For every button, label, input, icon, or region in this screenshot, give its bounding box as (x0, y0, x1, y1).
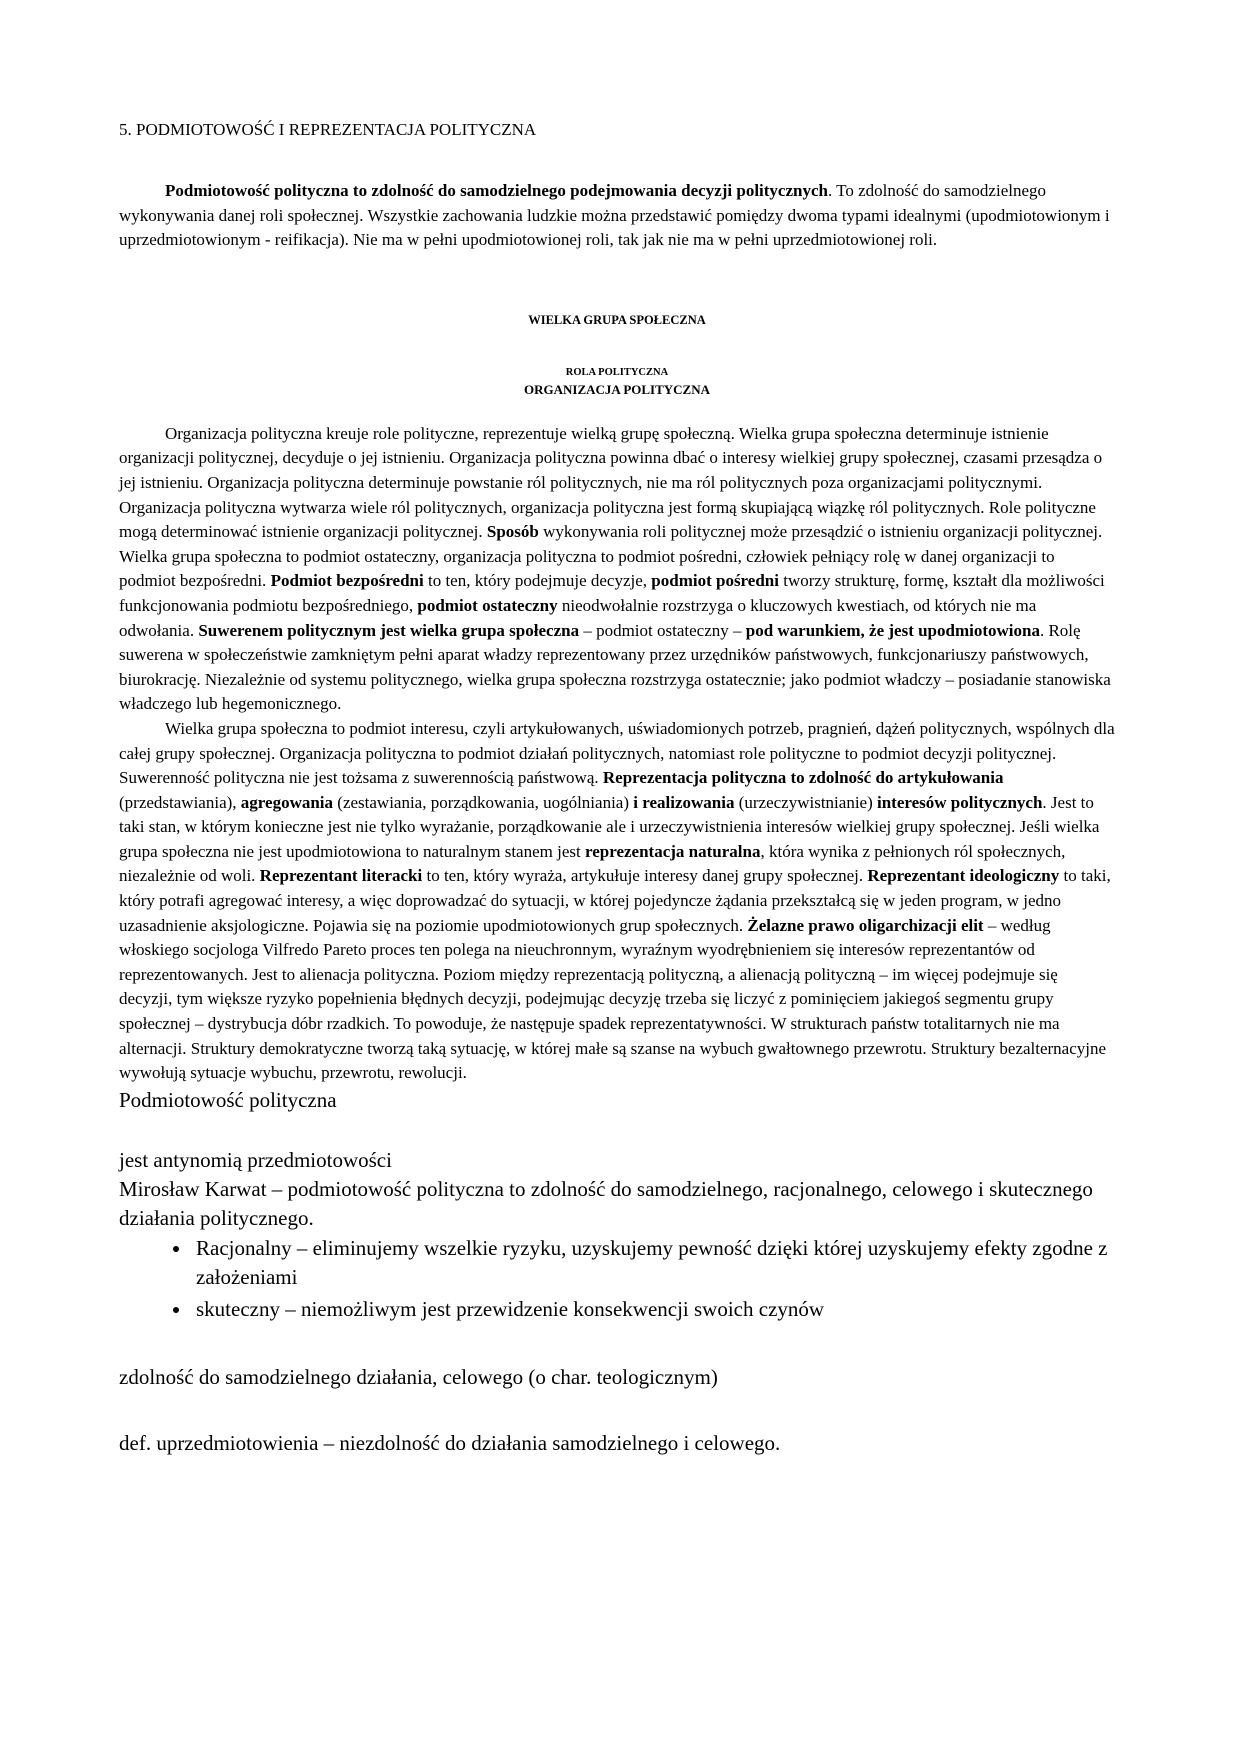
text-run: . To zdolność do samodzielnego wykonywania danej roli społecznej. Wszystkie zachowania ludzkie można przedstawić pomiędzy dwoma typami idealnymi (upodmiotowionym i uprzedmiotowionym - reifikacja). Nie ma w pełni upodmiotowionej roli, tak jak nie ma w pełni uprzedmiotowionej roli. (119, 181, 1110, 250)
bold-text: reprezentacja naturalna (584, 841, 761, 861)
text-run: . Rolę suwerena w społeczeństwie zamkniętym pełni aparat władzy reprezentowany przez urzędników państwowych, funkcjonariuszy państwowych, biurokrację. Niezależnie od systemu politycznego, wielka grupa społeczna rozstrzyga ostatecznie; jako podmiot władczy – posiadanie stanowiska władczego lub hegemonicznego. (119, 620, 1111, 714)
bullet-list (119, 1234, 1115, 1324)
text-run: Wielka grupa społeczna to podmiot interesu, czyli artykułowanych, uświadomionych potrzeb, pragnień, dążeń politycznych, wspólnych dla całej grupy społecznej. Organizacja polityczna to podmiot działań politycznych, natomiast role polityczne to podmiot decyzji politycznej. Suwerenność polityczna nie jest tożsama z suwerennością państwową. (119, 718, 1115, 788)
bold-text: Podmiot bezpośredni (270, 571, 424, 591)
bold-text: Sposób (486, 522, 539, 542)
bold-text: Suwerenem politycznym jest wielka grupa społeczna (198, 620, 580, 640)
document-title: 5. PODMIOTOWOŚĆ I REPREZENTACJA POLITYCZNA (119, 120, 537, 139)
diagram-labels (119, 313, 1115, 398)
paragraph-definition (119, 179, 1115, 253)
text-run: wykonywania roli politycznej może przesądzić o istnieniu organizacji politycznej. Wielka grupa społeczna to podmiot ostateczny, organizacja polityczna to podmiot pośredni, człowiek pełniący rolę w danej organizacji to podmiot bezpośredni. (119, 522, 1103, 591)
note-line-karwat: Mirosław Karwat – podmiotowość polityczna to zdolność do samodzielnego, racjonalnego, celowego i skutecznego działania politycznego. (119, 1176, 1093, 1230)
text-run: tworzy strukturę, formę, kształt dla możliwości funkcjonowania podmiotu bezpośredniego, (119, 571, 1105, 615)
diagram-label-wielka-grupa: WIELKA GRUPA SPOŁECZNA (528, 312, 706, 327)
bold-text: agregowania (240, 792, 334, 812)
diagram-label-rola: ROLA POLITYCZNA (565, 366, 669, 378)
text-run: – podmiot ostateczny – (579, 620, 746, 640)
bold-text: podmiot ostateczny (417, 595, 558, 615)
text-run: to taki, który potrafi agregować interesy, a więc doprowadzać do sytuacji, w której pojedyncze żądania przekształcą się w jeden program, w jedno uzasadnienie aksjologiczne. Pojawia się na poziomie upodmiotowionych grup społecznych. (119, 866, 1111, 935)
text-run: Organizacja polityczna kreuje role polityczne, reprezentuje wielką grupę społeczną. Wielka grupa społeczna determinuje istnienie organizacji politycznej, decyduje o jej istnieniu. Organizacja polityczna powinna dbać o interesy wielkiej grupy społecznej, czasami przesądza o jej istnieniu. Organizacja polityczna determinuje powstanie ról politycznych, nie ma ról politycznych poza organizacjami politycznymi. Organizacja polityczna wytwarza wiele ról politycznych, organizacja polityczna jest formą skupiającą wiązkę ról politycznych. Role polityczne mogą determinować istnienie organizacji politycznej. (119, 423, 1103, 542)
bold-text: pod warunkiem, że jest upodmiotowiona (745, 620, 1040, 640)
bold-text: i realizowania (633, 792, 735, 812)
text-run: (urzeczywistnianie) (734, 792, 877, 812)
bold-text: Podmiotowość polityczna to zdolność do samodzielnego podejmowania decyzji politycznych (165, 181, 828, 200)
bold-text: interesów politycznych (877, 792, 1043, 812)
text-run: . Jest to taki stan, w którym konieczne jest nie tylko wyrażanie, porządkowanie ale i urzeczywistnienia interesów wielkiej grupy społecznej. Jeśli wielka grupa społeczna nie jest upodmiotowiona to naturalnym stanem jest (119, 792, 1100, 861)
note-line-definicja: def. uprzedmiotowienia – niezdolność do działania samodzielnego i celowego. (119, 1430, 781, 1455)
bold-text: podmiot pośredni (651, 571, 779, 591)
paragraph-reprezentacja (119, 717, 1115, 1086)
text-run: , która wynika z pełnionych ról społecznych, niezależnie od woli. (119, 841, 1066, 886)
list-item: • Racjonalny – eliminujemy wszelkie ryzyku, uzyskujemy pewność dzięki której uzyskujemy efekty zgodne z założeniami (192, 1234, 1115, 1292)
document-body (119, 112, 1115, 1458)
bold-text: Reprezentant literacki (259, 866, 423, 886)
text-run: – według włoskiego socjologa Vilfredo Pareto proces ten polega na nieuchronnym, wyraźnym wyodrębnieniem się interesów reprezentantów od reprezentowanych. Jest to alienacja polityczna. Poziom między reprezentacją polityczną, a alienacją polityczną – im więcej podejmuje się decyzji, tym większe ryzyko popełnienia błędnych decyzji, podejmując decyzję trzeba się liczyć z pominięciem jakiegoś segmentu grupy społecznej – dystrybucja dóbr rzadkich. To powoduje, że następuje spadek reprezentatywności. W strukturach państw totalitarnych nie ma alternacji. Struktury demokratyczne tworzą taką sytuację, w której małe są szanse na wybuch gwałtownego przewrotu. Struktury bezalternacyjne wywołują sytuacje wybuchu, przewrotu, rewolucji. (119, 915, 1107, 1083)
bold-text: Żelazne prawo oligarchizacji elit (747, 915, 984, 935)
text-run: (zestawiania, porządkowania, uogólniania) (333, 792, 634, 812)
note-line-zdolnosc: zdolność do samodzielnego działania, celowego (o char. teologicznym) (119, 1364, 718, 1389)
bold-text: Reprezentant ideologiczny (867, 866, 1060, 886)
text-run: to ten, który wyraża, artykułuje interesy danej grupy społecznej. (422, 866, 868, 886)
list-item: • skuteczny – niemożliwym jest przewidzenie konsekwencji swoich czynów (192, 1295, 1115, 1324)
bold-text: Reprezentacja polityczna to zdolność do artykułowania (602, 768, 1004, 788)
text-run: nieodwołalnie rozstrzyga o kluczowych kwestiach, od których nie ma odwołania. (119, 595, 1037, 640)
note-line-antynomia: jest antynomią przedmiotowości (119, 1147, 392, 1172)
note-line-podmiotowosc: Podmiotowość polityczna (119, 1087, 337, 1112)
diagram-label-organizacja: ORGANIZACJA POLITYCZNA (524, 381, 710, 397)
text-run: (przedstawiania), (119, 792, 241, 812)
paragraph-organizacja (119, 422, 1115, 717)
text-run: to ten, który podejmuje decyzje, (423, 571, 652, 591)
